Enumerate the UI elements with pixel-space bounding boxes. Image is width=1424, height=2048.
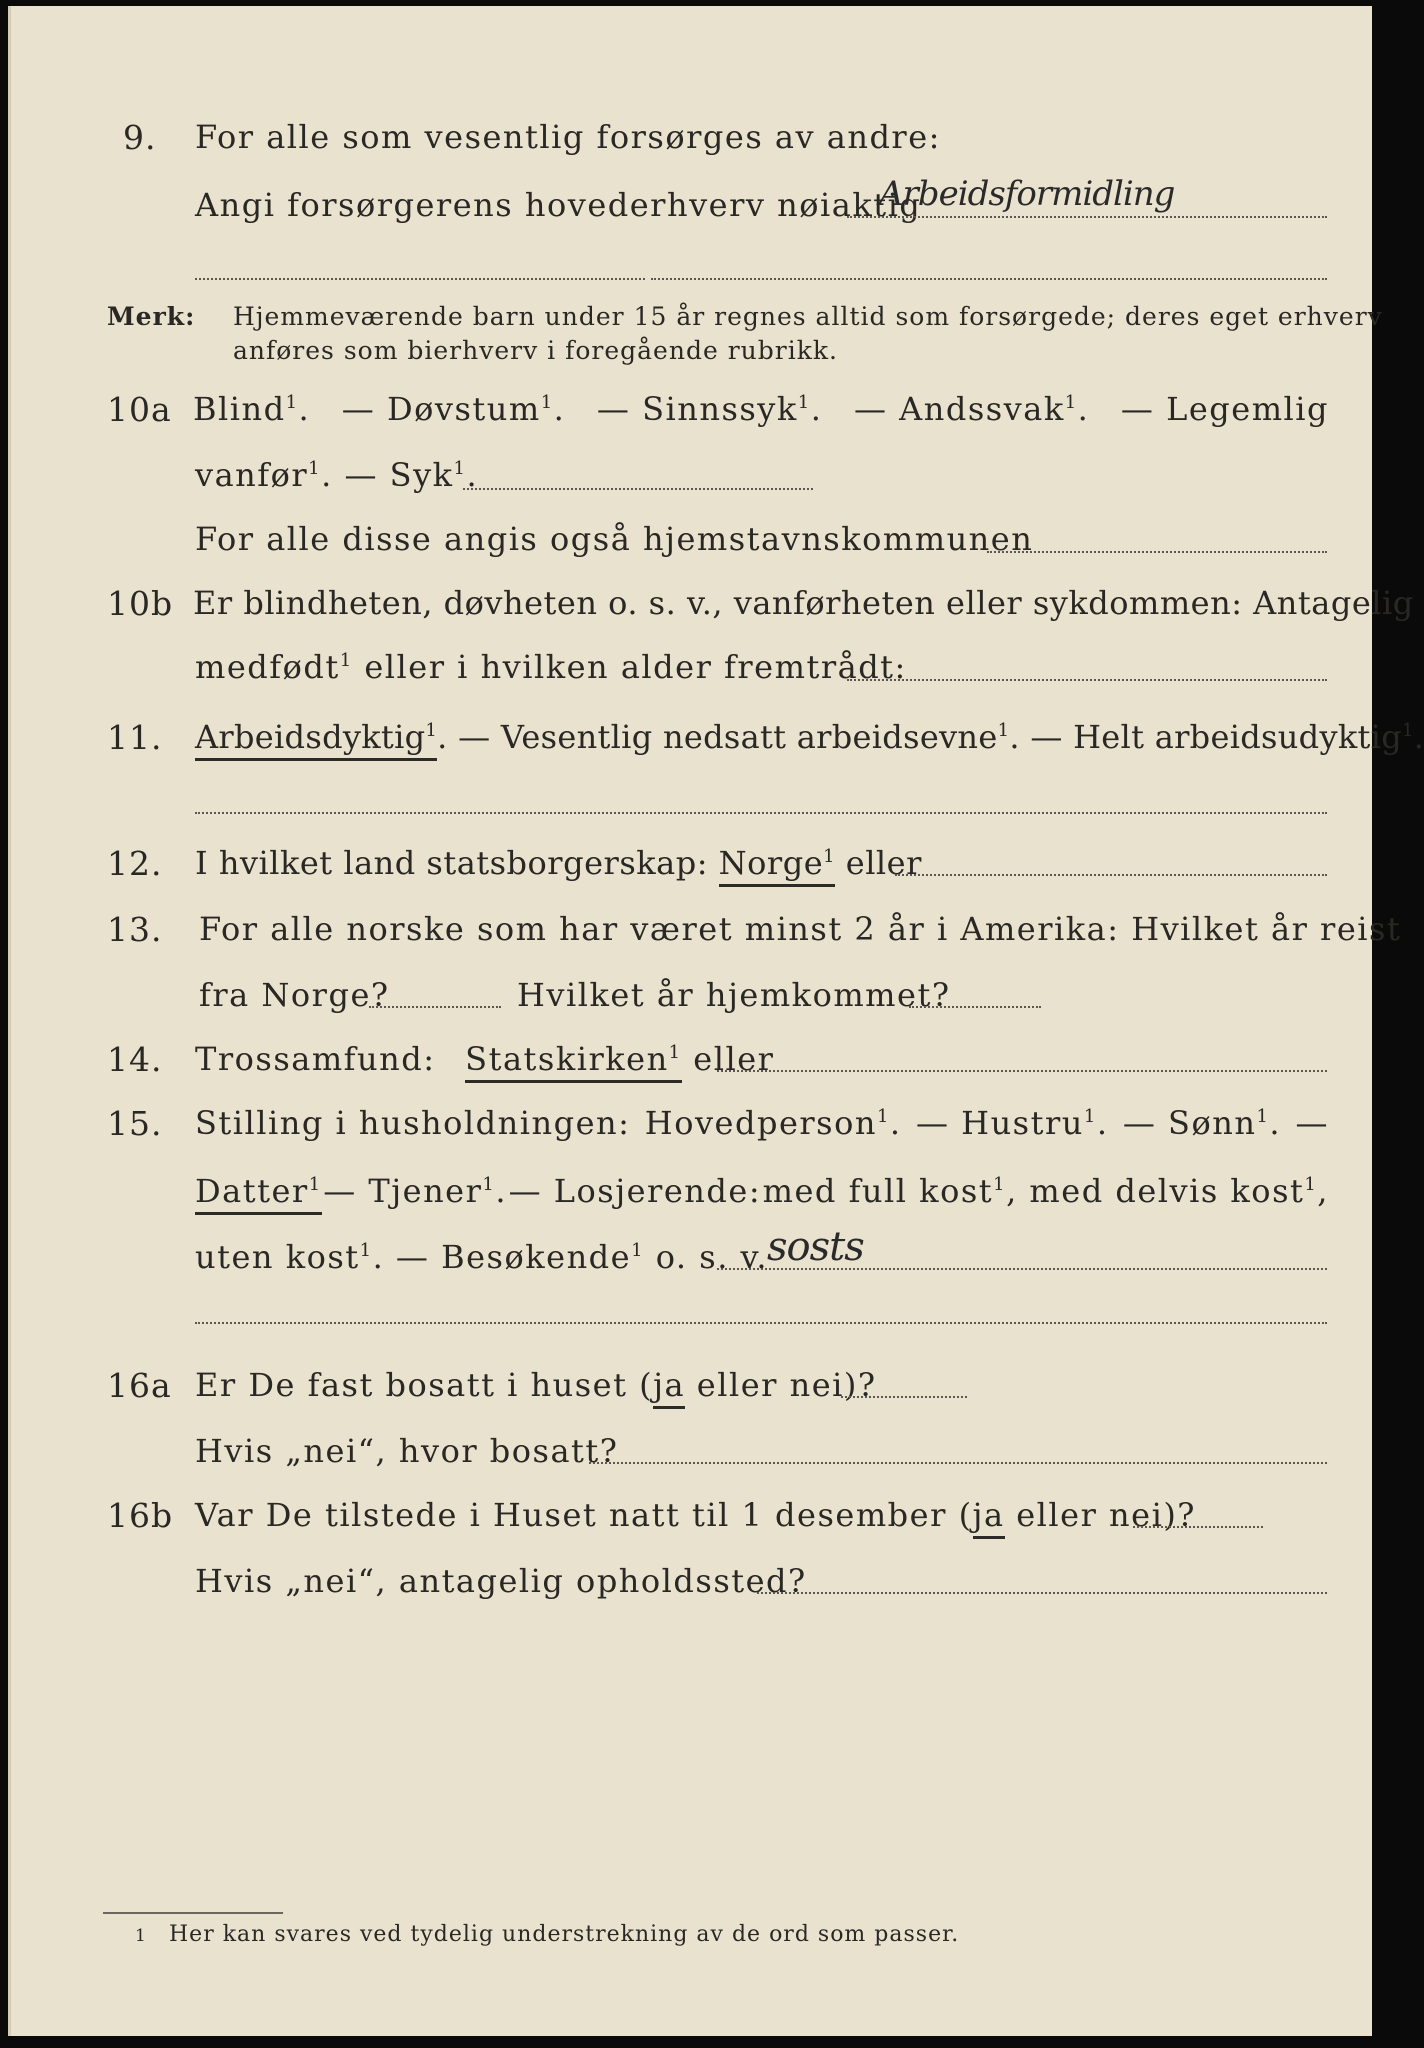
q10a-opt-sinnssyk[interactable]: — Sinnssyk$^1$.: [596, 390, 823, 428]
merk-line1: Hjemmeværende barn under 15 år regnes alltid som forsørgede; deres eget erhverv: [233, 302, 1383, 331]
q10b-answer-line[interactable]: [847, 679, 1327, 681]
q10a-opt-vanfor[interactable]: vanfør$^1$.: [195, 456, 333, 494]
q10a-opt-dovstum[interactable]: — Døvstum$^1$.: [341, 390, 566, 428]
q14-line: Trossamfund: Statskirken$^1$ eller: [195, 1040, 774, 1078]
q10b-line2: medfødt$^1$ eller i hvilken alder fremtrådt:: [195, 648, 907, 686]
q16b-line1: Var De tilstede i Huset natt til 1 desember (ja eller nei)?: [195, 1496, 1196, 1534]
merk-line2: anføres som bierhverv i foregående rubrikk.: [233, 336, 838, 365]
q16b-answer-line[interactable]: [1133, 1526, 1263, 1528]
q15-answer-line-2[interactable]: [195, 1322, 1327, 1324]
q16a-answer-line[interactable]: [841, 1396, 967, 1398]
q15-handwritten-answer: sosts: [767, 1224, 864, 1270]
q16b-number: 16b: [107, 1496, 174, 1535]
q13-line1: For alle norske som har været minst 2 år i Amerika: Hvilket år reist: [199, 910, 1402, 948]
q16a-bosatt-line[interactable]: [589, 1462, 1327, 1464]
q9-handwritten-answer: Arbeidsformidling: [879, 174, 1175, 214]
q15-opt-full-kost[interactable]: med full kost$^1$, med delvis kost$^1$,: [762, 1172, 1329, 1210]
q9-answer-line-2a[interactable]: [195, 278, 645, 280]
q10a-opt-andssvak[interactable]: — Andssvak$^1$.: [853, 390, 1090, 428]
q10a-opt-blind[interactable]: Blind$^1$.: [193, 390, 311, 428]
q10a-line2: [195, 456, 478, 494]
q13-line2a: fra Norge?: [199, 976, 390, 1014]
q10a-opt-syk[interactable]: — Syk$^1$.: [344, 456, 479, 494]
q15-opt-hustru[interactable]: — Hustru$^1$.: [915, 1104, 1109, 1142]
census-form-page: [8, 6, 1424, 2036]
q14-answer-line[interactable]: [717, 1070, 1327, 1072]
q12-opt-norge[interactable]: Norge$^1$: [719, 844, 835, 887]
q10a-opt-legemlig[interactable]: — Legemlig: [1120, 390, 1329, 428]
q15-opt-sonn[interactable]: — Sønn$^1$.: [1122, 1104, 1282, 1142]
q13-line2b: Hvilket år hjemkommet?: [517, 976, 951, 1014]
q12-answer-line[interactable]: [895, 874, 1327, 876]
q14-number: 14.: [107, 1040, 163, 1079]
q16a-opt-ja[interactable]: ja: [653, 1366, 685, 1409]
q16b-line2: Hvis „nei“, antagelig opholdssted?: [195, 1562, 807, 1600]
q15-opt-hovedperson[interactable]: Hovedperson$^1$.: [644, 1104, 902, 1142]
q13-hjemkommet-line[interactable]: [909, 1006, 1041, 1008]
q11-answer-line[interactable]: [195, 812, 1327, 814]
q15-line3: uten kost$^1$. — Besøkende$^1$ o. s. v.: [195, 1238, 768, 1276]
q11-opt-udyktig[interactable]: — Helt arbeidsudyktig$^1$.: [1030, 718, 1424, 756]
q13-reist-line[interactable]: [369, 1006, 501, 1008]
q12-line: I hvilket land statsborgerskap: Norge$^1$ eller: [195, 844, 922, 882]
q9-answer-line-2b[interactable]: [651, 278, 1327, 280]
q16a-line1: Er De fast bosatt i huset (ja eller nei)?: [195, 1366, 877, 1404]
q15-opt-datter[interactable]: Datter$^1$: [195, 1172, 322, 1215]
q10a-hjemstavn-line[interactable]: [987, 551, 1327, 553]
q13-number: 13.: [107, 910, 163, 949]
q9-answer-line[interactable]: [847, 216, 1327, 218]
q11-number: 11.: [107, 718, 163, 757]
q12-number: 12.: [107, 844, 163, 883]
q16a-number: 16a: [107, 1366, 172, 1405]
q10a-number: 10a: [107, 390, 172, 429]
q14-opt-statskirken[interactable]: Statskirken$^1$: [465, 1040, 681, 1083]
q15-opt-uten-kost[interactable]: uten kost$^1$.: [195, 1238, 385, 1276]
q15-opt-besokende[interactable]: — Besøkende$^1$: [395, 1238, 645, 1276]
footnote-text: Her kan svares ved tydelig understrekning av de ord som passer.: [169, 1922, 960, 1947]
q10b-line1: Er blindheten, døvheten o. s. v., vanførheten eller sykdommen: Antagelig: [193, 584, 1414, 622]
q9-line1: For alle som vesentlig forsørges av andre:: [195, 118, 941, 156]
q15-opt-tjener[interactable]: — Tjener$^1$.: [323, 1172, 508, 1210]
q15-number: 15.: [107, 1104, 163, 1143]
q11-opt-nedsatt[interactable]: — Vesentlig nedsatt arbeidsevne$^1$.: [458, 718, 1020, 756]
footnote-mark: 1: [135, 1926, 146, 1946]
q11-opt-arbeidsdyktig[interactable]: Arbeidsdyktig$^1$: [195, 718, 437, 761]
q10a-line1: [193, 390, 1329, 428]
footnote-divider: [103, 1912, 283, 1914]
q10b-number: 10b: [107, 584, 174, 623]
q16b-opt-ja[interactable]: ja: [973, 1496, 1005, 1539]
q9-line2: Angi forsørgerens hovederhverv nøiaktig: [195, 186, 922, 224]
merk-label: Merk:: [107, 302, 196, 331]
q16a-line2: Hvis „nei“, hvor bosatt?: [195, 1432, 619, 1470]
q9-number: 9.: [123, 118, 157, 157]
q10a-answer-line[interactable]: [463, 488, 813, 490]
q10a-line3: For alle disse angis også hjemstavnskommunen: [195, 520, 1034, 558]
q15-line1: Stilling i husholdningen: Hovedperson$^1$. — Hustru$^1$. — Sønn$^1$. —: [195, 1104, 1329, 1142]
q16b-opholdssted-line[interactable]: [757, 1592, 1327, 1594]
q10b-opt-medfodt[interactable]: medfødt: [195, 648, 340, 686]
q15-line2: Datter$^1$ — Tjener$^1$. — Losjerende: med full kost$^1$, med delvis kost$^1$,: [195, 1172, 1329, 1215]
q11-line: Arbeidsdyktig$^1$. — Vesentlig nedsatt arbeidsevne$^1$. — Helt arbeidsudyktig$^1$.: [195, 718, 1424, 756]
